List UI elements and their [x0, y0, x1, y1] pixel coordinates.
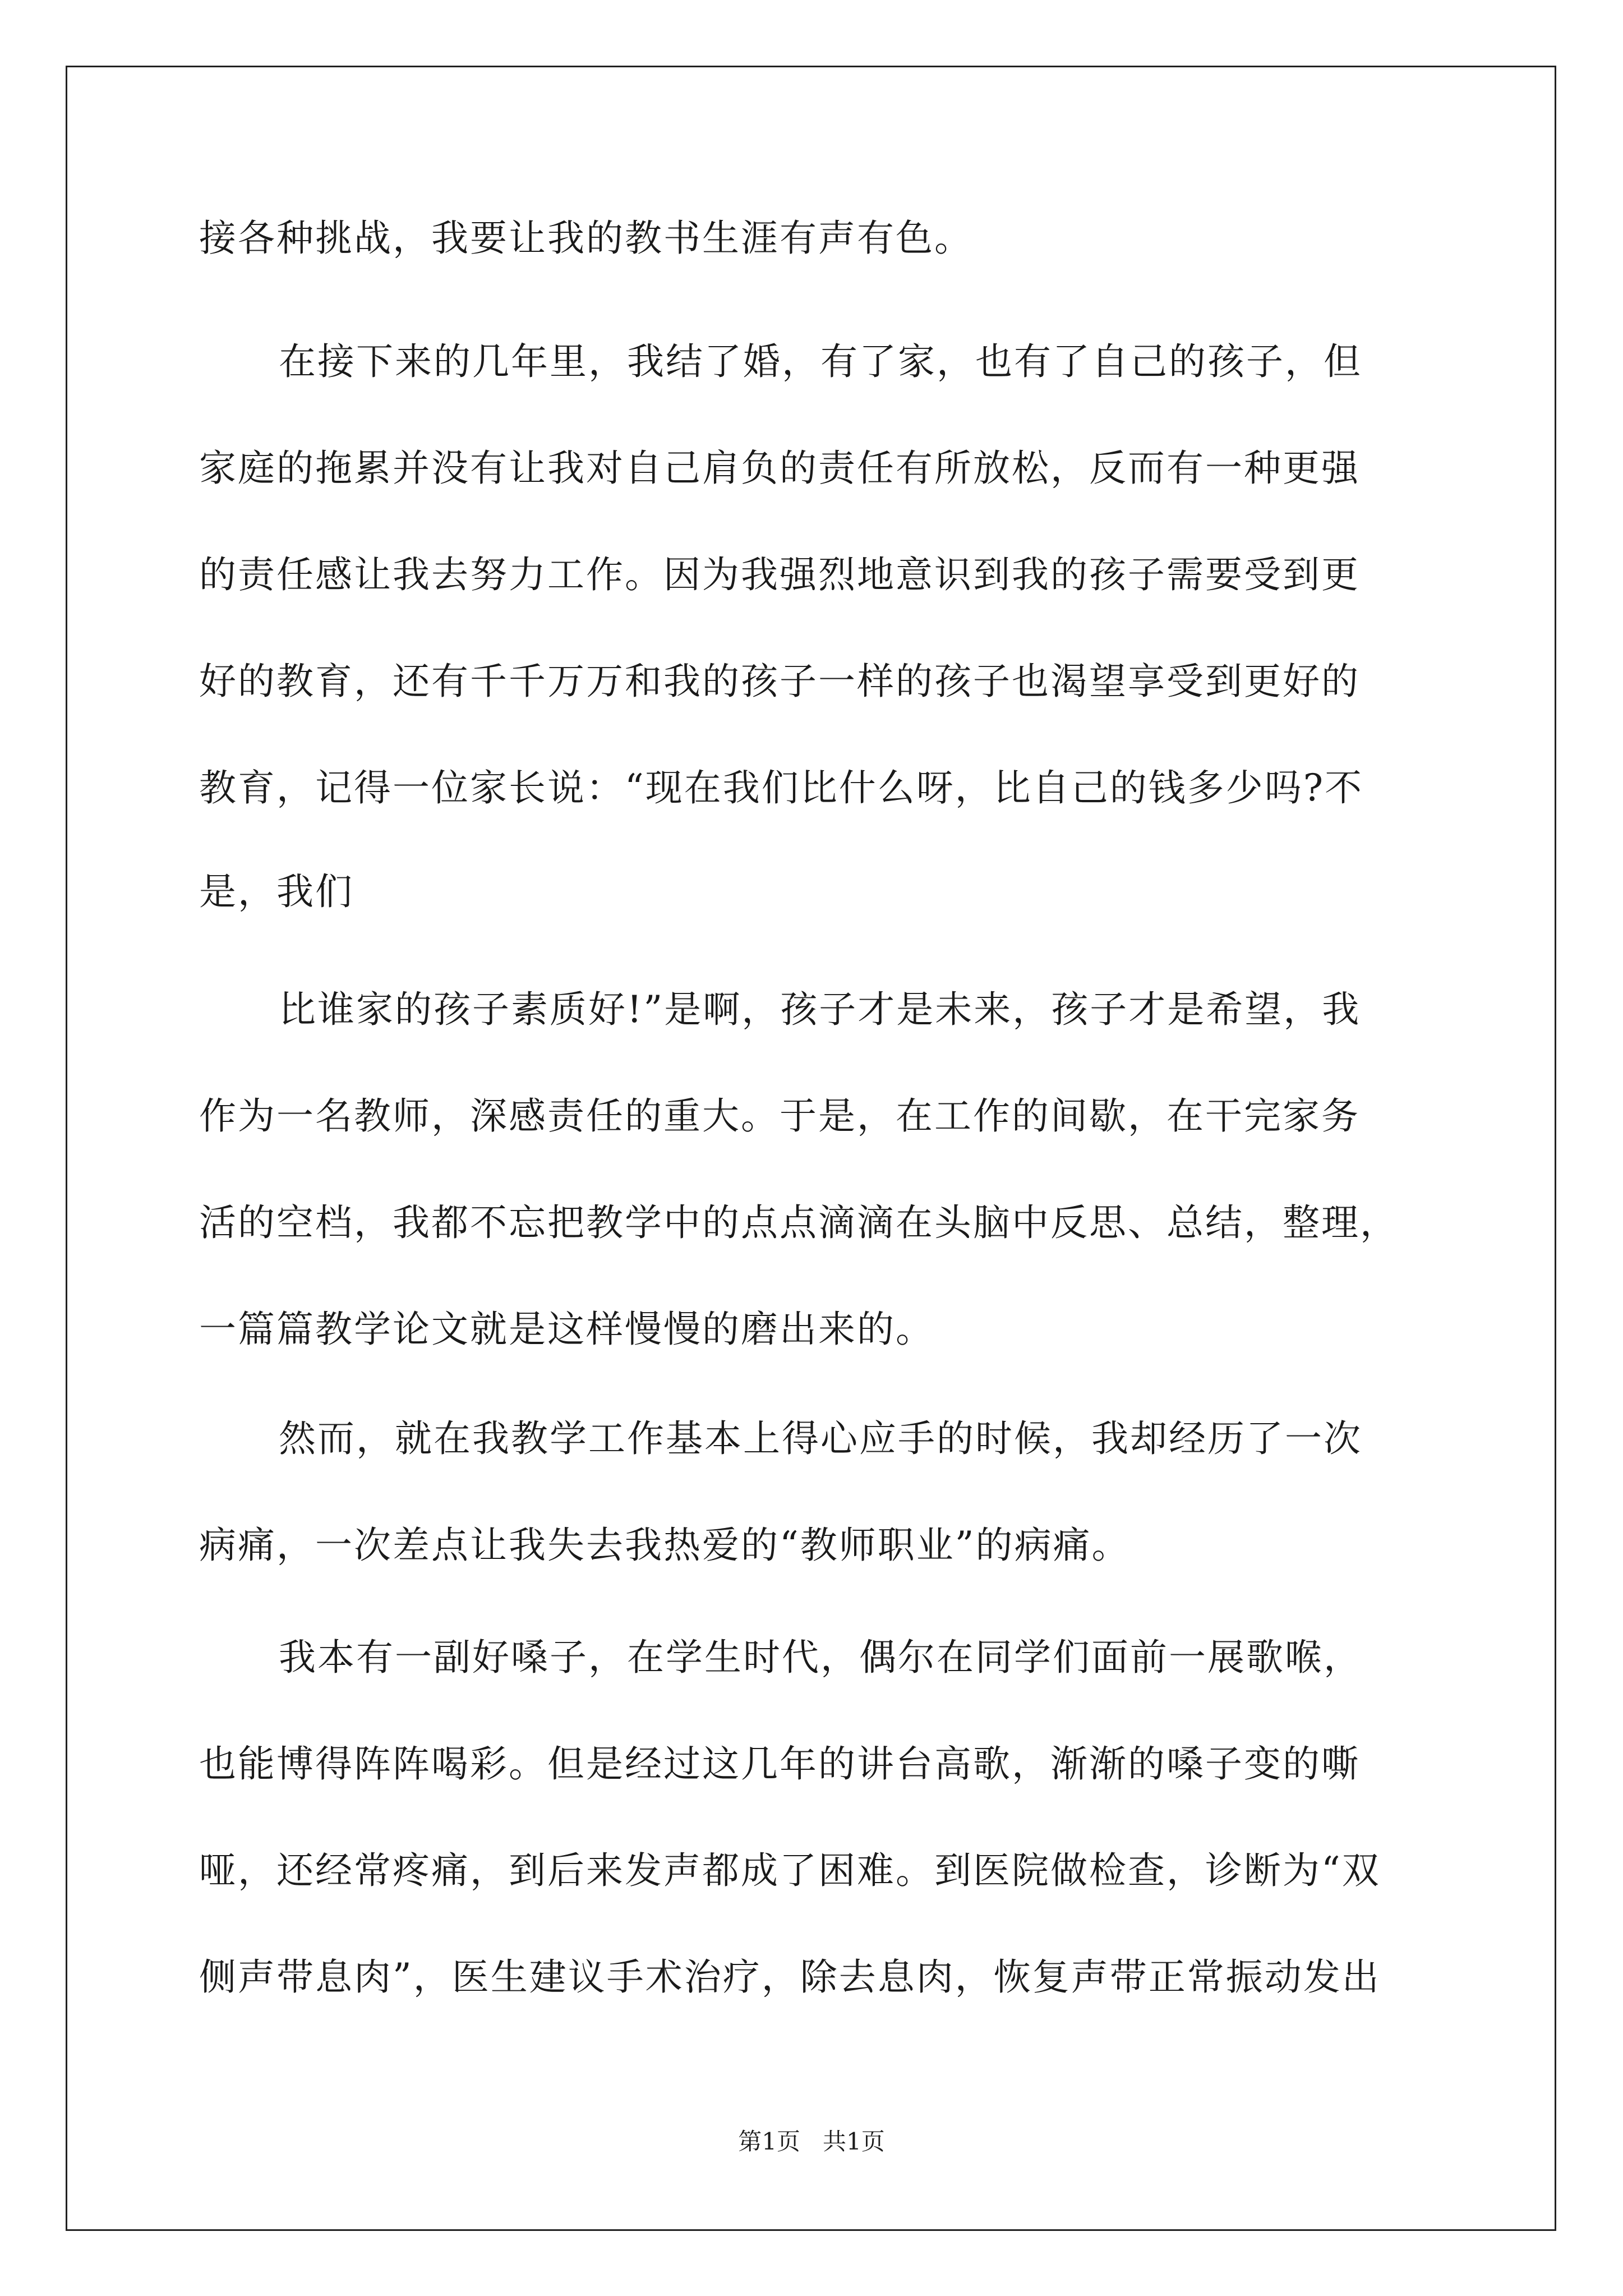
text-line: 是，我们: [199, 870, 354, 913]
text-line: 哑，还经常疼痛，到后来发声都成了困难。到医院做检查，诊断为“双: [199, 1849, 1381, 1892]
paragraph-line: 我本有一副好嗓子，在学生时代，偶尔在同学们面前一展歌喉，: [279, 1636, 1362, 1679]
paragraph-line: 在接下来的几年里，我结了婚，有了家，也有了自己的孩子，但: [279, 340, 1362, 383]
text-line: 教育，记得一位家长说：“现在我们比什么呀，比自己的钱多少吗?不: [199, 766, 1364, 809]
text-line: 侧声带息肉”，医生建议手术治疗，除去息肉，恢复声带正常振动发出: [199, 1955, 1381, 1999]
page-border: [66, 66, 1556, 2231]
text-line: 接各种挑战，我要让我的教书生涯有声有色。: [199, 217, 973, 260]
text-line: 好的教育，还有千千万万和我的孩子一样的孩子也渴望享受到更好的: [199, 660, 1360, 703]
text-line: 一篇篇教学论文就是这样慢慢的磨出来的。: [199, 1308, 934, 1351]
text-line: 作为一名教师，深感责任的重大。于是，在工作的间歇，在干完家务: [199, 1094, 1360, 1138]
text-line: 家庭的拖累并没有让我对自己肩负的责任有所放松，反而有一种更强: [199, 447, 1360, 490]
text-line: 也能博得阵阵喝彩。但是经过这几年的讲台高歌，渐渐的嗓子变的嘶: [199, 1742, 1360, 1786]
text-line: 活的空档，我都不忘把教学中的点点滴滴在头脑中反思、总结，整理，: [199, 1201, 1399, 1244]
text-line: 病痛，一次差点让我失去我热爱的“教师职业”的病痛。: [199, 1524, 1131, 1567]
text-line: 的责任感让我去努力工作。因为我强烈地意识到我的孩子需要受到更: [199, 553, 1360, 596]
page-footer: 第1页 共1页: [738, 2128, 885, 2155]
paragraph-line: 比谁家的孩子素质好!”是啊，孩子才是未来，孩子才是希望，我: [279, 988, 1361, 1031]
paragraph-line: 然而，就在我教学工作基本上得心应手的时候，我却经历了一次: [279, 1417, 1362, 1460]
